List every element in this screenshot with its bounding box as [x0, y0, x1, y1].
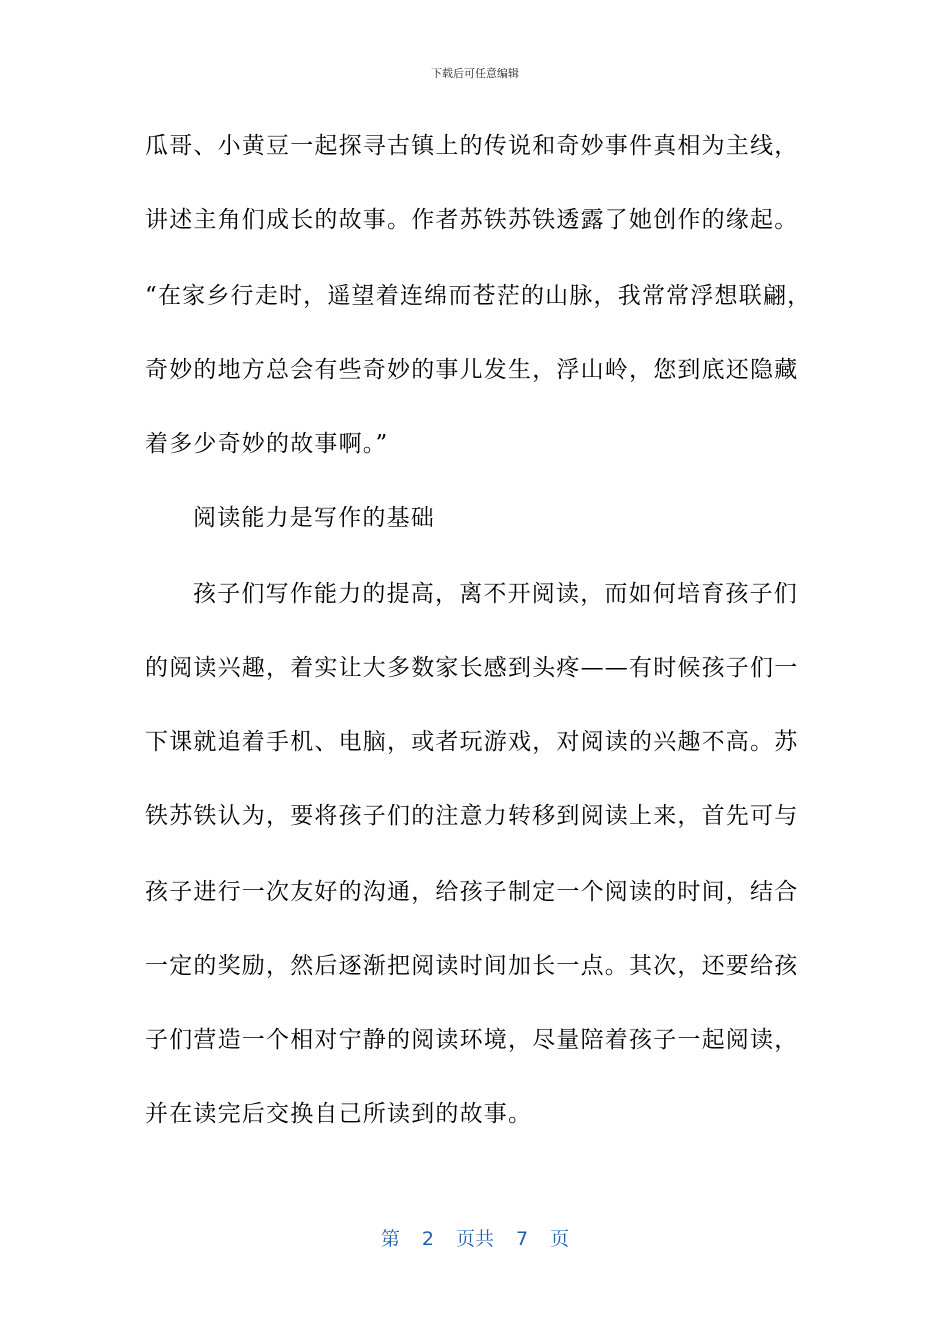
page-footer [0, 1226, 950, 1252]
text-line-5: 着多少奇妙的故事啊。” [145, 431, 389, 457]
text-line-2: 讲述主角们成长的故事。作者苏铁苏铁透露了她创作的缘起。 [145, 207, 799, 233]
text-line-7: 孩子们写作能力的提高，离不开阅读，而如何培育孩子们 [193, 581, 798, 607]
section-heading: 阅读能力是写作的基础 [193, 505, 435, 531]
text-line-14: 并在读完后交换自己所读到的故事。 [145, 1101, 533, 1127]
text-line-12: 一定的奖励，然后逐渐把阅读时间加长一点。其次，还要给孩 [145, 953, 799, 979]
text-line-1: 瓜哥、小黄豆一起探寻古镇上的传说和奇妙事件真相为主线， [145, 133, 799, 159]
text-line-10: 铁苏铁认为，要将孩子们的注意力转移到阅读上来，首先可与 [145, 803, 799, 829]
text-line-8: 的阅读兴趣，着实让大多数家长感到头疼——有时候孩子们一 [145, 655, 799, 681]
text-line-9: 下课就追着手机、电脑，或者玩游戏，对阅读的兴趣不高。苏 [145, 729, 799, 755]
footer-prefix: 第 [380, 1228, 400, 1250]
footer-current-page: 2 [421, 1228, 434, 1250]
footer-middle: 页共 [455, 1228, 494, 1250]
text-line-11: 孩子进行一次友好的沟通，给孩子制定一个阅读的时间，结合 [145, 879, 799, 905]
footer-suffix: 页 [550, 1228, 570, 1250]
page-header: 下载后可任意编辑 [431, 67, 519, 80]
text-line-4: 奇妙的地方总会有些奇妙的事儿发生，浮山岭，您到底还隐藏 [145, 357, 799, 383]
text-line-13: 子们营造一个相对宁静的阅读环境，尽量陪着孩子一起阅读， [145, 1027, 799, 1053]
text-line-3: “在家乡行走时，遥望着连绵而苍茫的山脉，我常常浮想联翩， [145, 283, 812, 309]
footer-total-pages: 7 [516, 1228, 529, 1250]
